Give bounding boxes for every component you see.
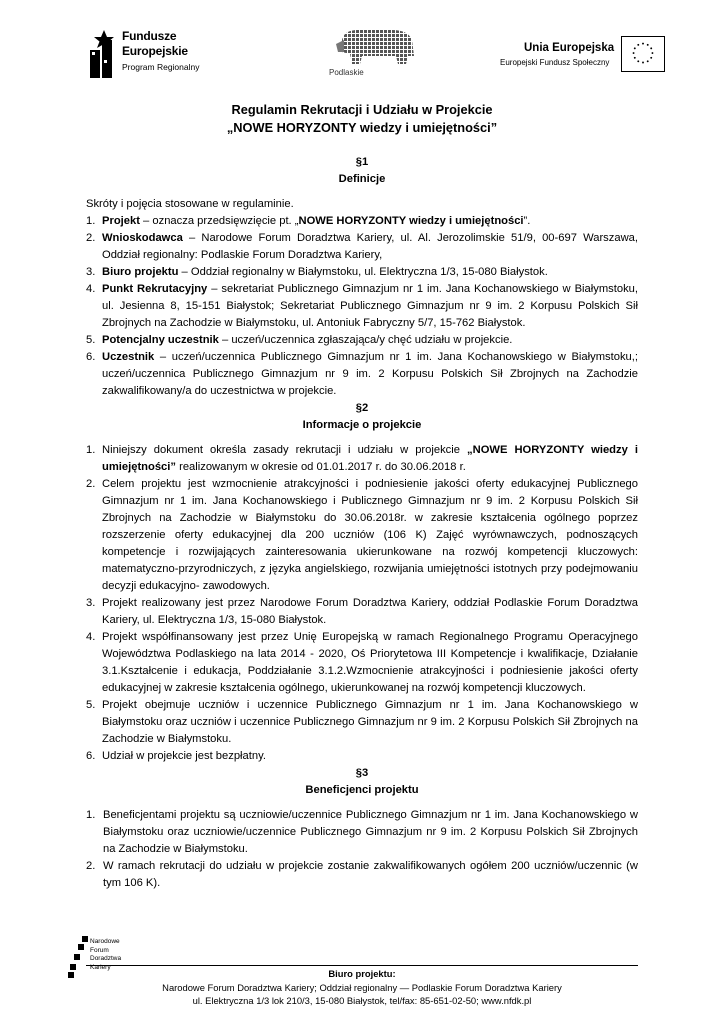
section1-heading: Definicje [338, 173, 386, 185]
eu-flag-icon [621, 36, 665, 72]
header-logos [86, 26, 658, 86]
list-item: 2. W ramach rekrutacji do udziału w projekcie zostanie zakwalifikowanych ogółem 200 uczniów/uczennic (w tym 106 K). [86, 860, 638, 889]
footer-heading: Biuro projektu: [328, 968, 396, 979]
doc-title-line1: Regulamin Rekrutacji i Udziału w Projekcie [231, 102, 493, 117]
section3-number: §3 [355, 767, 369, 779]
fe-line1: Fundusze [122, 29, 177, 43]
list-item: 1. Beneficjentami projektu są uczniowie/uczennice Publicznego Gimnazjum nr 1 im. Jana Kochanowskiego w Białymstoku oraz uczniowie/uczennice Publicznego Gimnazjum nr 9 im. 2 Korpusu Polskich Sił Zbrojnych na Zachodzie w Białymstoku. [86, 809, 638, 855]
footer [86, 967, 638, 1008]
section2-heading: Informacje o projekcie [302, 419, 422, 431]
podlaskie-logo [324, 26, 424, 86]
list-item: 2. Celem projektu jest wzmocnienie atrakcyjności i podniesienie jakości oferty edukacyjnej Publicznego Gimnazjum nr 1 im. Jana Kochanowskiego i Publicznego Gimnazjum nr 9 im. 2 Korpusu Polskich Sił Zbrojnych na Zachodzie w Białymstoku do 30.06.2018r. w zakresie kształcenia ogólnego poprzez rozszerzenie oferty edukacyjnej dla 200 uczniów (106 K) Zajęć wyrównawczych, podnoszących kompetencje i rozwijających zainteresowania ukierunkowane na rozwój kompetencji kluczowych: matematyczno-przyrodniczych, z języka angielskiego, rozwijania umiejętności istotnych przy podejmowaniu decyzji edukacyjno- zawodowych. [86, 478, 638, 592]
list-item: 5. Potencjalny uczestnik – uczeń/uczennica zgłaszająca/y chęć udziału w projekcie. [86, 334, 513, 346]
section1-number: §1 [355, 156, 369, 168]
list-item: 3. Biuro projektu – Oddział regionalny w Białymstoku, ul. Elektryczna 1/3, 15-080 Białystok. [86, 266, 548, 278]
fe-line3: Program Regionalny [122, 62, 200, 72]
fundusze-europejskie-logo [86, 26, 216, 86]
definitions-list [86, 213, 638, 400]
list-item: 6. Uczestnik – uczeń/uczennica Publicznego Gimnazjum nr 1 im. Jana Kochanowskiego w Białymstoku,; uczeń/uczennica Publicznego Gimnazjum nr 9 im. 2 Korpusu Polskich Sił Zbrojnych na Zachodzie zakwalifikowany/a do uczestnictwa w projekcie. [86, 351, 638, 397]
bison-icon [332, 26, 420, 68]
footer-line1: Narodowe Forum Doradztwa Kariery; Oddział regionalny — Podlaskie Forum Doradztwa Kariery [162, 981, 562, 993]
list-item: 3. Projekt realizowany jest przez Narodowe Forum Doradztwa Kariery, oddział Podlaskie Forum Doradztwa Kariery, ul. Elektryczna 1/3, 15-080 Białystok. [86, 597, 638, 626]
podlaskie-caption: Podlaskie [329, 68, 364, 77]
list-item: 1. Projekt – oznacza przedsięwzięcie pt. „NOWE HORYZONTY wiedzy i umiejętności”. [86, 215, 531, 227]
list-item: 5. Projekt obejmuje uczniów i uczennice Publicznego Gimnazjum nr 1 im. Jana Kochanowskiego w Białymstoku oraz uczniów i uczennice Publicznego Gimnazjum nr 9 im. 2 Korpusu Polskich Sił Zbrojnych na Zachodzie w Białymstoku. [86, 699, 638, 745]
list-item: 6. Udział w projekcie jest bezpłatny. [86, 750, 266, 762]
section1-intro: Skróty i pojęcia stosowane w regulaminie. [86, 198, 294, 210]
doc-title-line2: „NOWE HORYZONTY wiedzy i umiejętności” [226, 120, 498, 135]
list-item: 4. Projekt współfinansowany jest przez Unię Europejską w ramach Regionalnego Programu Operacyjnego Województwa Podlaskiego na lata 2014 - 2020, Oś Priorytetowa III Kompetencje i kwalifikacje, Działanie 3.1.Kształcenie i edukacja, Poddziałanie 3.1.2.Wzmocnienie atrakcyjności i podniesienie jakości oferty edukacyjnej w zakresie kształcenia ogólnego, ukierunkowanej na rozwój kompetencji kluczowych. [86, 631, 638, 694]
list-item: 4. Punkt Rekrutacyjny – sekretariat Publicznego Gimnazjum nr 1 im. Jana Kochanowskiego w Białymstoku, ul. Jesienna 8, 15-151 Białystok; Sekretariat Publicznego Gimnazjum nr 9 im. 2 Korpusu Polskich Sił Zbrojnych na Zachodzie w Białymstoku, ul. Antoniuk Fabryczny 5/7, 15-762 Białystok. [86, 283, 638, 329]
list-item: 1. Niniejszy dokument określa zasady rekrutacji i udziału w projekcie „NOWE HORYZONTY wiedzy i umiejętności” realizowanym w okresie od 01.01.2017 r. do 30.06.2018 r. [86, 444, 638, 473]
fe-line2: Europejskie [122, 44, 188, 58]
unia-europejska-logo [482, 34, 662, 84]
project-info-list [86, 442, 638, 765]
ue-subtitle: Europejski Fundusz Społeczny [500, 58, 610, 67]
section2-number: §2 [355, 402, 369, 414]
fundusze-europejskie-star-icon [90, 30, 118, 78]
ue-title: Unia Europejska [524, 42, 615, 54]
list-item: 2. Wnioskodawca – Narodowe Forum Doradztwa Kariery, ul. Al. Jerozolimskie 51/9, 00-697 Warszawa, Oddział regionalny: Podlaskie Forum Doradztwa Kariery, [86, 232, 638, 261]
footer-divider [86, 965, 638, 966]
footer-line2: ul. Elektryczna 1/3 lok 210/3, 15-080 Białystok, tel/fax: 85-651-02-50; www.nfdk.pl [192, 995, 532, 1006]
document-body [86, 101, 638, 892]
nfdk-logo-text: Narodowe Forum Doradztwa Kariery [90, 938, 122, 971]
beneficiaries-list [86, 807, 638, 892]
section3-heading: Beneficjenci projektu [305, 784, 419, 796]
